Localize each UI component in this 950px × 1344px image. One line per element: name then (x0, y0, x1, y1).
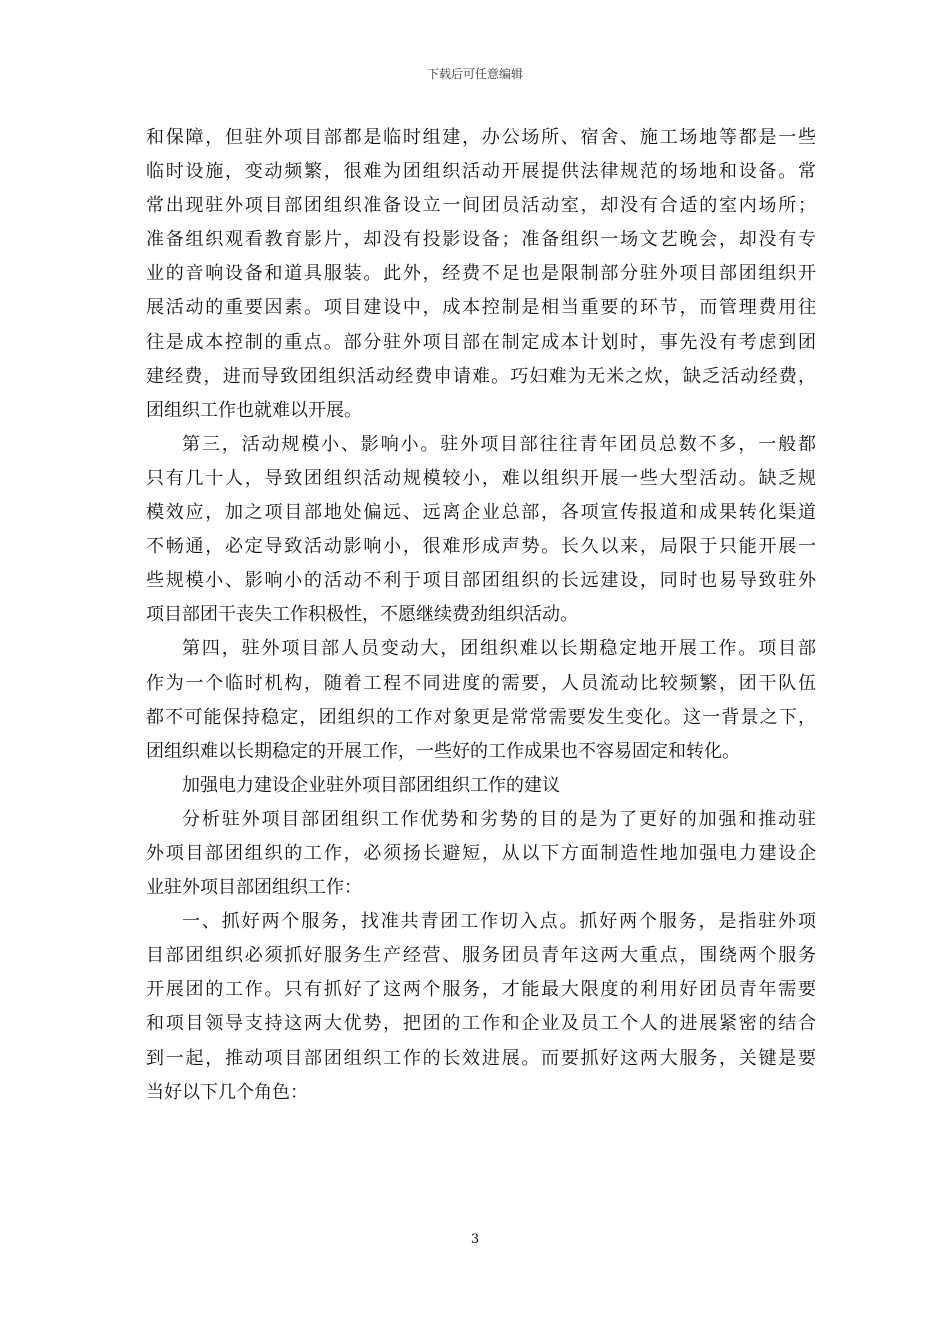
text-line: 团组织难以长期稳定的开展工作，一些好的工作成果也不容易固定和转化。 (146, 740, 740, 762)
text-line: 准备组织观看教育影片，却没有投影设备；准备组织一场文艺晚会，却没有专 (146, 229, 816, 251)
text-line: 当好以下几个角色： (146, 1081, 308, 1103)
paragraph-start-line: 分析驻外项目部团组织工作优势和劣势的目的是为了更好的加强和推动驻 (182, 808, 816, 830)
text-line: 只有几十人，导致团组织活动规模较小，难以组织开展一些大型活动。缺乏规 (146, 467, 816, 489)
page-number: 3 (470, 1232, 480, 1247)
text-line: 不畅通，必定导致活动影响小，很难形成声势。长久以来，局限于只能开展一 (146, 536, 816, 558)
text-line: 业的音响设备和道具服装。此外，经费不足也是限制部分驻外项目部团组织开 (146, 263, 816, 285)
text-line: 和保障，但驻外项目部都是临时组建，办公场所、宿舍、施工场地等都是一些 (146, 127, 816, 148)
text-line: 业驻外项目部团组织工作： (146, 877, 362, 899)
text-line: 到一起，推动项目部团组织工作的长效进展。而要抓好这两大服务，关键是要 (146, 1047, 816, 1069)
text-line: 模效应，加之项目部地处偏远、远离企业总部，各项宣传报道和成果转化渠道 (146, 502, 816, 524)
text-line: 建经费，进而导致团组织活动经费申请难。巧妇难为无米之炊，缺乏活动经费， (146, 365, 816, 387)
text-line: 临时设施，变动频繁，很难为团组织活动开展提供法律规范的场地和设备。常 (146, 161, 816, 183)
text-line: 作为一个临时机构，随着工程不同进度的需要，人员流动比较频繁，团干队伍 (146, 672, 816, 694)
text-line: 目部团组织必须抓好服务生产经营、服务团员青年这两大重点，围绕两个服务 (146, 945, 816, 967)
text-line: 些规模小、影响小的活动不利于项目部团组织的长远建设，同时也易导致驻外 (146, 570, 816, 592)
section-heading: 加强电力建设企业驻外项目部团组织工作的建议 (182, 774, 560, 796)
text-line: 团组织工作也就难以开展。 (146, 399, 362, 421)
text-line: 常出现驻外项目部团组织准备设立一间团员活动室，却没有合适的室内场所； (146, 195, 816, 217)
paragraph-start-line: 第三，活动规模小、影响小。驻外项目部往往青年团员总数不多，一般都 (182, 433, 816, 455)
text-line: 展活动的重要因素。项目建设中，成本控制是相当重要的环节，而管理费用往 (146, 297, 816, 319)
paragraph-start-line: 一、抓好两个服务，找准共青团工作切入点。抓好两个服务，是指驻外项 (182, 911, 816, 933)
document-body (146, 121, 816, 1110)
text-line: 项目部团干丧失工作积极性，不愿继续费劲组织活动。 (146, 604, 578, 626)
text-line: 往是成本控制的重点。部分驻外项目部在制定成本计划时，事先没有考虑到团 (146, 331, 816, 353)
page-header: 下载后可任意编辑 (426, 67, 523, 81)
text-line: 都不可能保持稳定，团组织的工作对象更是常常需要发生变化。这一背景之下， (146, 706, 816, 728)
text-line: 外项目部团组织的工作，必须扬长避短，从以下方面制造性地加强电力建设企 (146, 842, 816, 864)
paragraph-start-line: 第四，驻外项目部人员变动大，团组织难以长期稳定地开展工作。项目部 (182, 638, 816, 660)
text-line: 开展团的工作。只有抓好了这两个服务，才能最大限度的利用好团员青年需要 (146, 979, 816, 1001)
text-line: 和项目领导支持这两大优势，把团的工作和企业及员工个人的进展紧密的结合 (146, 1013, 816, 1035)
